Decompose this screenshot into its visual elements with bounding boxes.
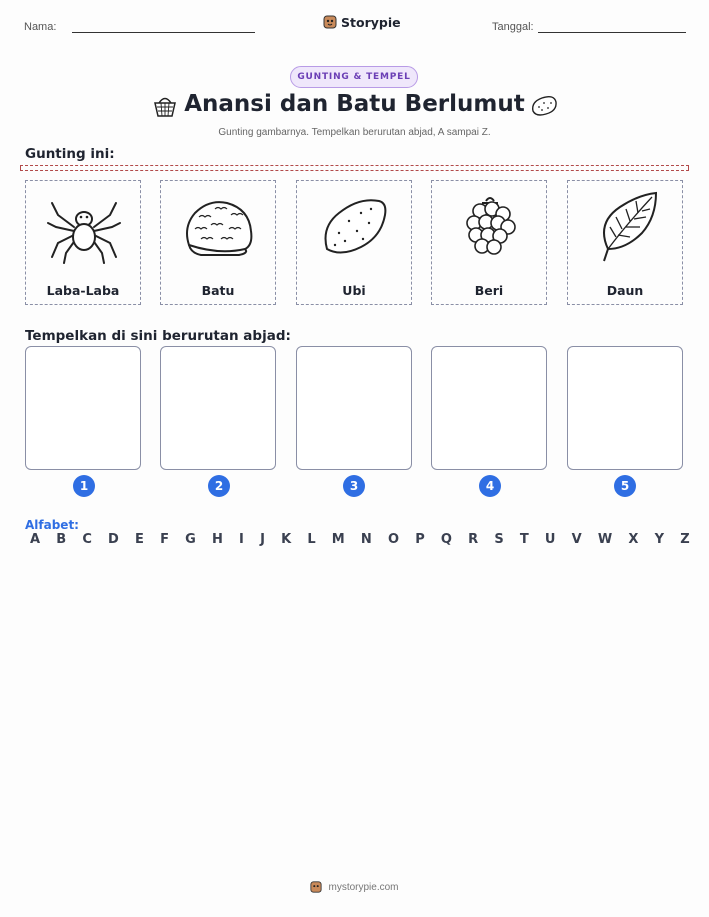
cut-line <box>20 165 689 171</box>
name-label: Nama: <box>24 21 57 33</box>
alphabet-letter: L <box>307 532 316 547</box>
alphabet-letter: W <box>597 532 613 547</box>
alphabet-heading: Alfabet: <box>25 518 79 532</box>
paste-box-5[interactable] <box>567 346 683 470</box>
alphabet-letter: E <box>135 532 144 547</box>
slot-number-1: 1 <box>73 475 95 497</box>
slot-number-5: 5 <box>614 475 636 497</box>
rock-icon <box>530 94 558 118</box>
paste-box-3[interactable] <box>296 346 412 470</box>
alphabet-letter: R <box>468 532 479 547</box>
cut-label-rock: Batu <box>201 283 235 298</box>
alphabet-letter: Q <box>440 532 452 547</box>
slot-number-4: 4 <box>479 475 501 497</box>
alphabet-letter: A <box>30 532 41 547</box>
slot-number-2: 2 <box>208 475 230 497</box>
paste-box-2[interactable] <box>160 346 276 470</box>
date-line[interactable] <box>538 32 686 33</box>
cut-card-rock[interactable] <box>160 180 276 305</box>
brand-logo <box>323 14 401 30</box>
cut-heading: Gunting ini: <box>25 146 115 162</box>
alphabet-letter: N <box>360 532 372 547</box>
alphabet-letter: C <box>82 532 92 547</box>
alphabet-letter: O <box>387 532 400 547</box>
spider-icon <box>44 187 124 267</box>
name-line[interactable] <box>72 32 255 33</box>
alphabet-letter: B <box>56 532 67 547</box>
cut-label-yam: Ubi <box>342 283 366 298</box>
alphabet-letter: J <box>260 532 265 547</box>
instructions: Gunting gambarnya. Tempelkan berurutan abjad, A sampai Z. <box>218 127 491 138</box>
page-title: Anansi dan Batu Berlumut <box>184 91 525 117</box>
activity-badge: GUNTING & TEMPEL <box>290 66 418 88</box>
alphabet-letter: P <box>415 532 425 547</box>
cut-card-yam[interactable] <box>296 180 412 305</box>
yam-icon <box>315 187 395 267</box>
footer-url[interactable]: mystorypie.com <box>328 881 399 893</box>
alphabet-letter: I <box>239 532 244 547</box>
footer <box>0 880 709 894</box>
storypie-mascot-icon <box>310 880 322 894</box>
alphabet-letter: U <box>544 532 556 547</box>
alphabet-letter: S <box>494 532 504 547</box>
alphabet-letter: X <box>628 532 639 547</box>
paste-box-1[interactable] <box>25 346 141 470</box>
alphabet-letter: K <box>281 532 292 547</box>
cut-card-leaf[interactable] <box>567 180 683 305</box>
cut-label-leaf: Daun <box>606 283 644 298</box>
cut-card-berry[interactable] <box>431 180 547 305</box>
alphabet-letter: Z <box>680 532 690 547</box>
alphabet-letter: M <box>331 532 345 547</box>
cut-label-spider: Laba-Laba <box>46 283 120 298</box>
paste-box-4[interactable] <box>431 346 547 470</box>
alphabet-letter: T <box>519 532 529 547</box>
moss-rock-icon <box>179 187 259 267</box>
alphabet-letter: F <box>160 532 169 547</box>
date-label: Tanggal: <box>492 21 534 33</box>
alphabet-letter: Y <box>654 532 665 547</box>
leaf-icon <box>586 187 666 267</box>
alphabet-letter: G <box>185 532 196 547</box>
cut-label-berry: Beri <box>474 283 504 298</box>
brand-name: Storypie <box>341 14 401 30</box>
storypie-mascot-icon <box>323 14 337 30</box>
alphabet-letter: V <box>571 532 582 547</box>
berry-icon <box>450 187 530 267</box>
slot-number-3: 3 <box>343 475 365 497</box>
cut-card-spider[interactable] <box>25 180 141 305</box>
alphabet-row <box>30 532 690 547</box>
alphabet-letter: H <box>211 532 223 547</box>
alphabet-letter: D <box>108 532 119 547</box>
paste-heading: Tempelkan di sini berurutan abjad: <box>25 328 291 344</box>
